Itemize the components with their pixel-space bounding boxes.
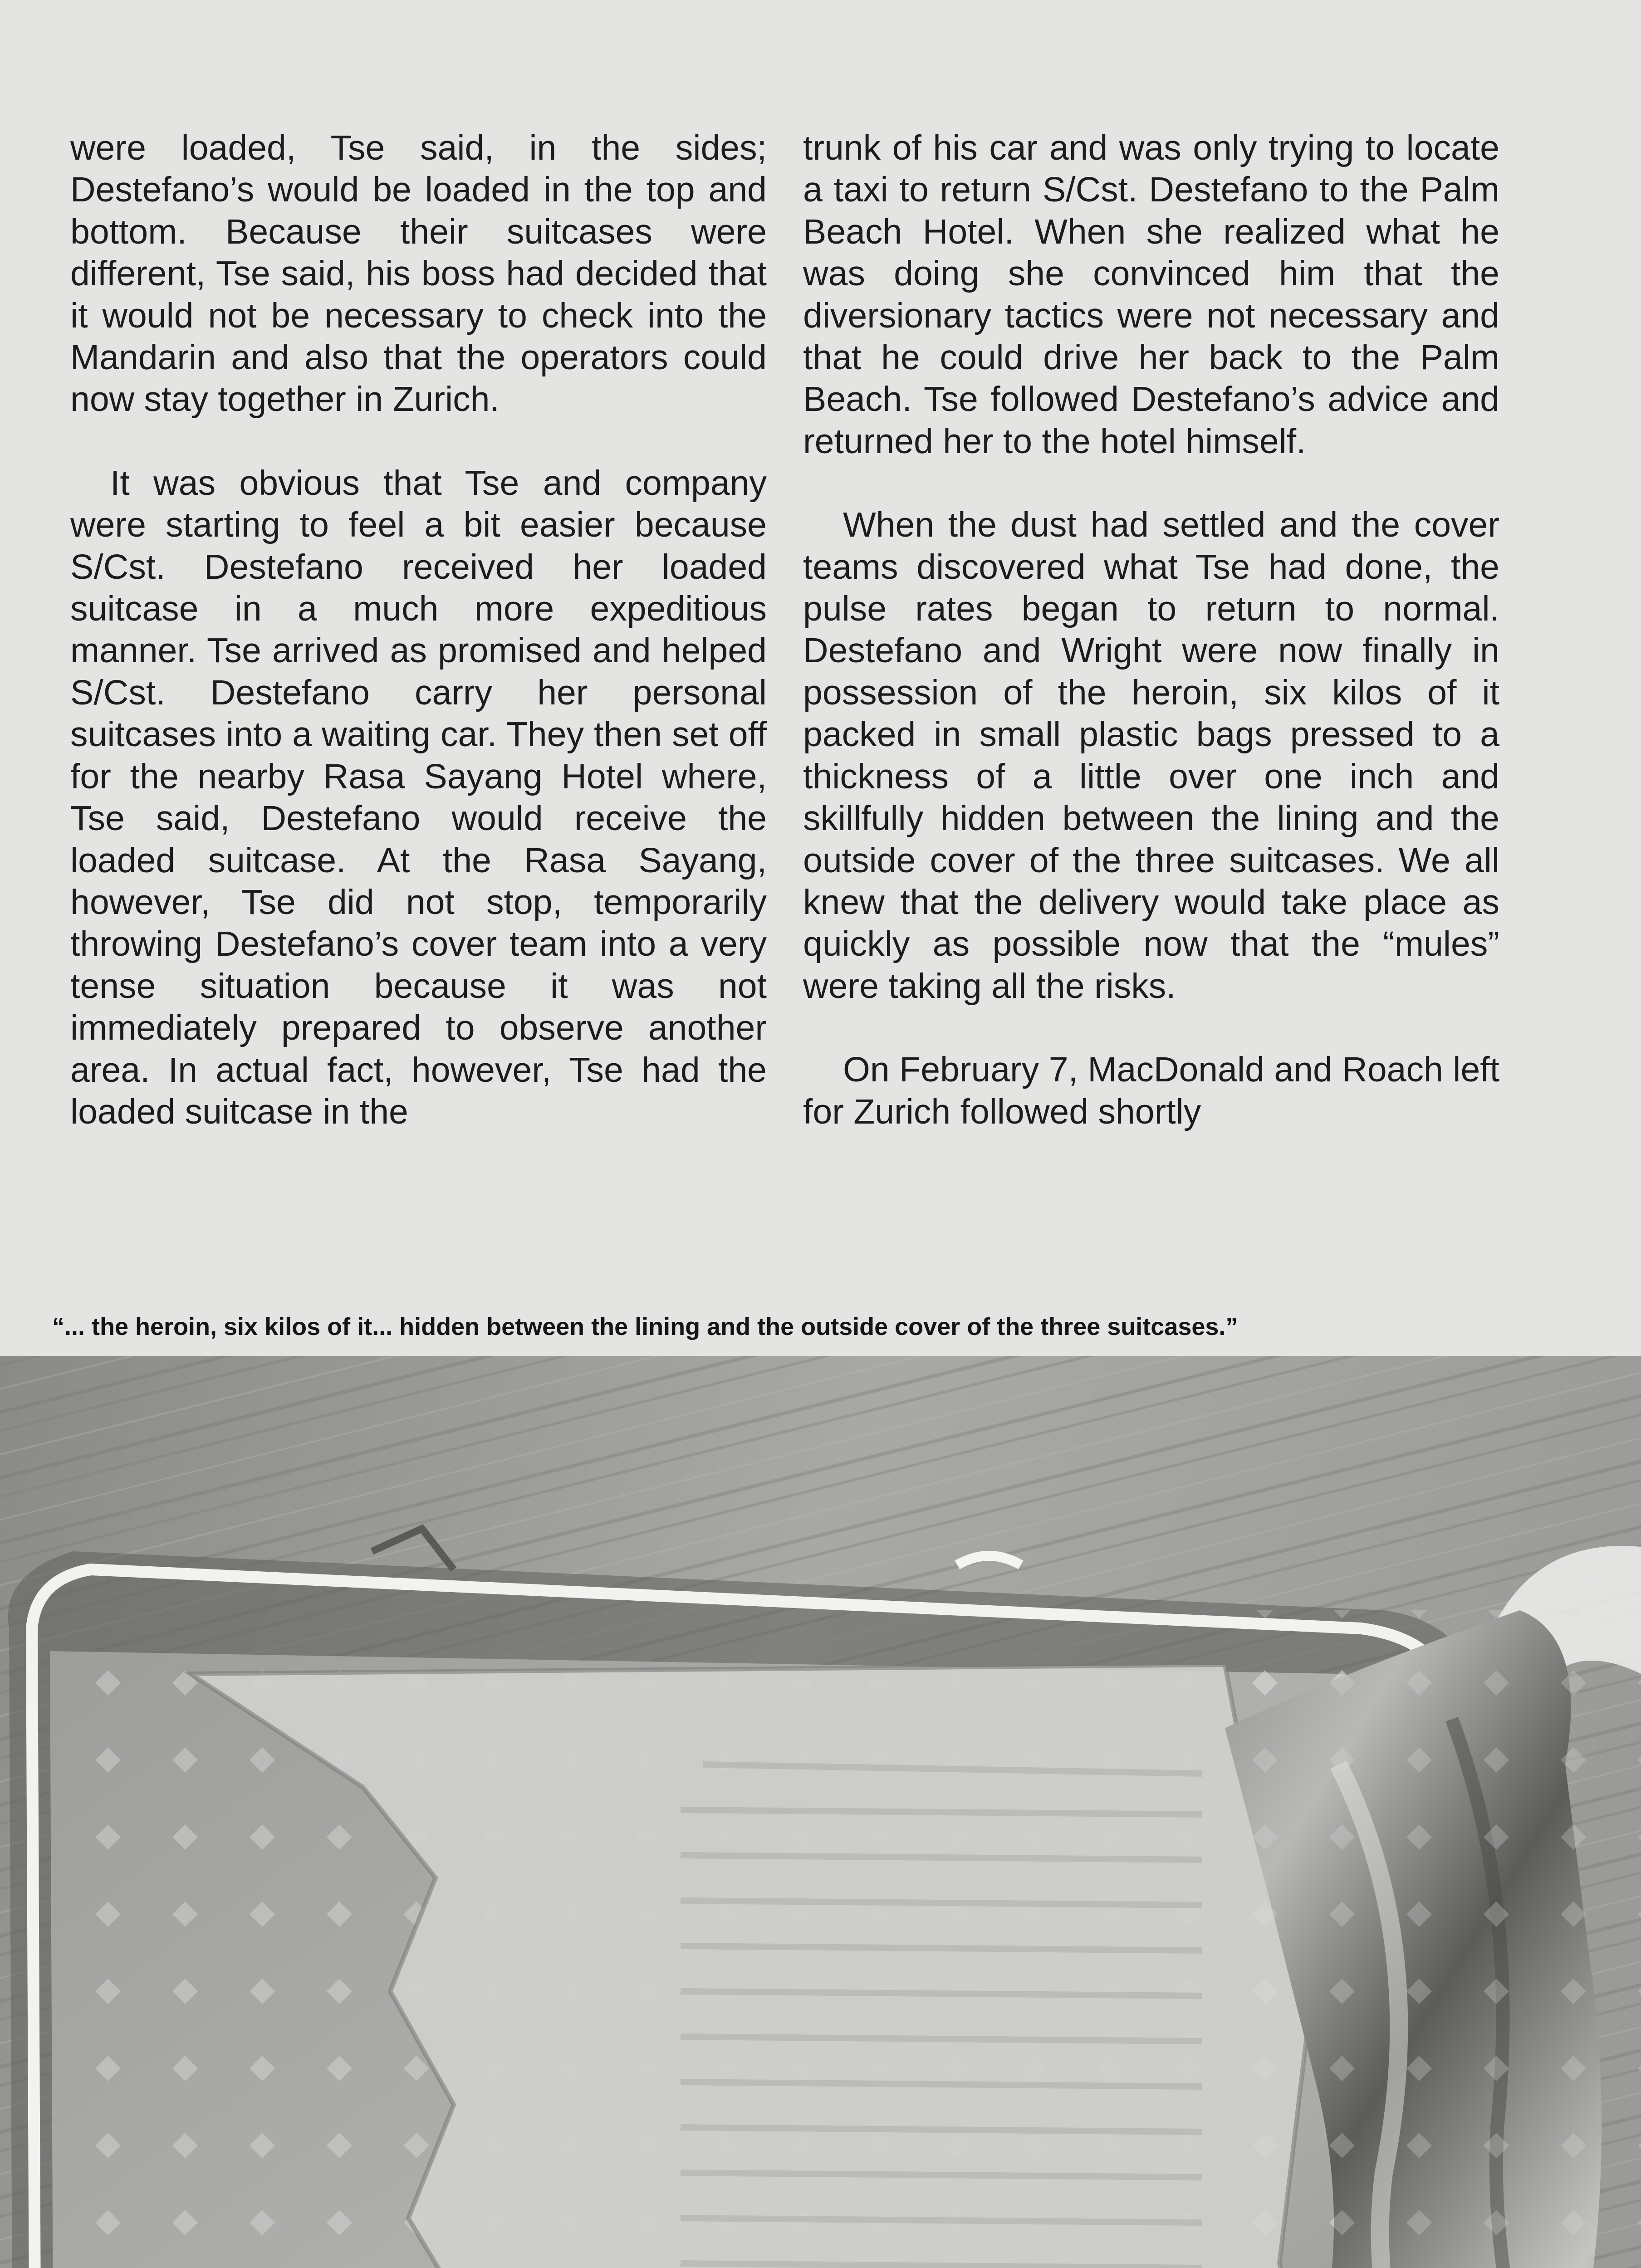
paragraph: On February 7, MacDonald and Roach left for Zurich followed shortly [803, 1050, 1499, 1131]
paragraph: When the dust had settled and the cover teams discovered what Tse had done, the pulse rates began to return to normal. Destefano and Wright were now finally in possession of the heroin, six kilos of it packed in small plastic bags pressed to a thickness of a little over one inch and skillfully hidden between the lining and the outside cover of the three suitcases. We all knew that the delivery would take place as quickly as possible now that the “mules” were taking all the risks. [803, 505, 1499, 1006]
paragraph: were loaded, Tse said, in the sides; Destefano’s would be loaded in the top and bottom. Because their suitcases were different, Tse said, his boss had decided that it would not be necessary to check into the Mandarin and also that the operators could now stay together in Zurich. [70, 128, 767, 419]
paragraph: It was obvious that Tse and company were starting to feel a bit easier because S/Cst. Destefano received her loaded suitcase in a much more expeditious manner. Tse arrived as promised and helped S/Cst. Destefano carry her personal suitcases into a waiting car. They then set off for the nearby Rasa Sayang Hotel where, Tse said, Destefano would receive the loaded suitcase. At the Rasa Sayang, however, Tse did not stop, temporarily throwing Destefano’s cover team into a very tense situation because it was not immediately prepared to observe another area. In actual fact, however, Tse had the loaded suitcase in the [70, 463, 767, 1131]
article-right-column [803, 127, 1499, 1174]
photo-caption: “... the heroin, six kilos of it... hidden between the lining and the outside cover of the three suitcases.” [52, 1313, 1238, 1340]
suitcase-photo [0, 1356, 1641, 2268]
article-left-column [70, 127, 767, 1174]
paragraph: trunk of his car and was only trying to locate a taxi to return S/Cst. Destefano to the Palm Beach Hotel. When she realized what he was doing she convinced him that the diversionary tactics were not necessary and that he could drive her back to the Palm Beach. Tse followed Destefano’s advice and returned her to the hotel himself. [803, 128, 1499, 461]
